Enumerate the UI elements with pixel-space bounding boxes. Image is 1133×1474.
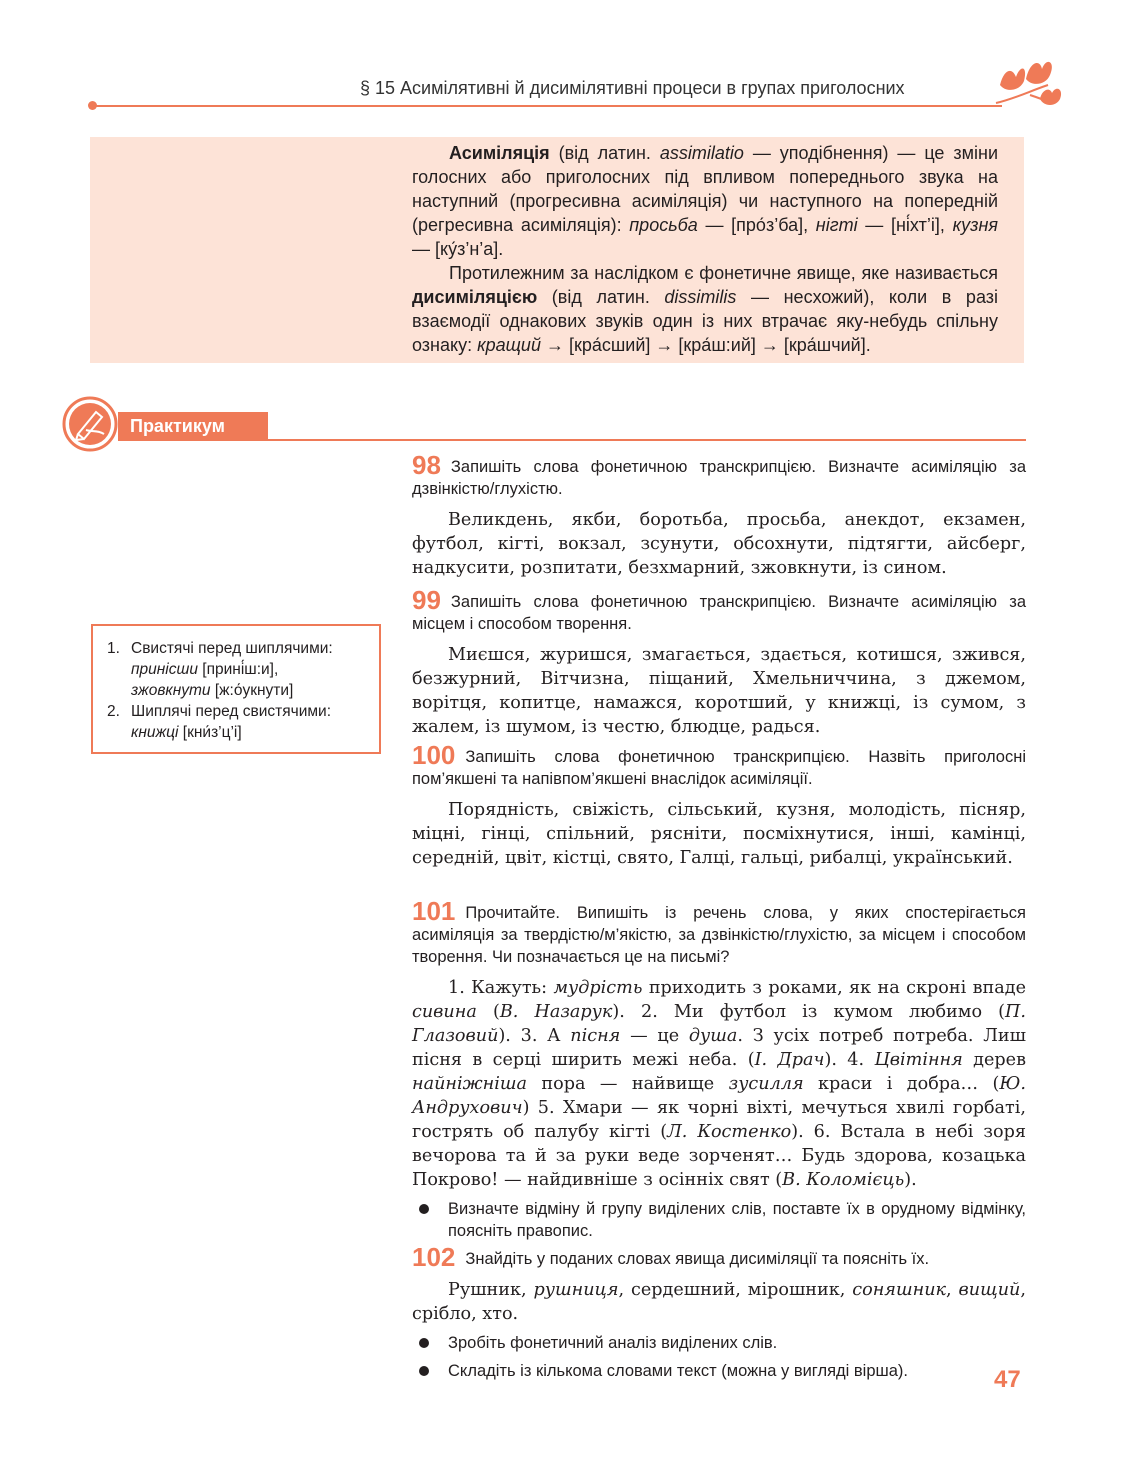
exercise-task: Знайдіть у поданих словах явища дисиміляції та поясніть їх. [465, 1250, 930, 1268]
praktykum-rule [118, 439, 1026, 441]
exercise-102 [412, 1242, 1026, 1382]
exercise-101 [412, 896, 1026, 1242]
bullet-dot-icon [419, 1338, 429, 1348]
exercise-number: 102 [412, 1242, 456, 1272]
running-header-title: § 15 Асимілятивні й дисимілятивні процеси в групах приголосних [360, 78, 905, 98]
exercise-number: 100 [412, 740, 456, 770]
praktykum-tab: Практикум [118, 412, 268, 440]
exercise-number: 99 [412, 585, 441, 615]
page-number: 47 [994, 1366, 1021, 1393]
bullet-item: Складіть із кількома словами текст (можна у вигляді вірша). [412, 1360, 1026, 1382]
exercise-100 [412, 740, 1026, 870]
exercise-task: Запишіть слова фонетичною транскрипцією. Назвіть приголосні пом’якшені та напівпом’якшені внаслідок асиміляції. [412, 748, 1026, 788]
exercise-body: Великдень, якби, боротьба, просьба, анекдот, екзамен, футбол, кігті, вокзал, зсунути, обсохнути, підтягти, айсберг, надкусити, розпитати, безхмарний, зжовкнути, із сином. [412, 510, 1026, 578]
term-dissimilation: дисиміляцією [412, 287, 538, 307]
definition-paragraph-dissimilation: Протилежним за наслідком є фонетичне явище, яке називається дисиміляцією (від латин. dissimilis — несхожий), коли в разі взаємодії однакових звуків один із них втрачає яку-небудь спільну ознаку: кращий → [кра́сший] → [кра́ш:ий] → [кра́шчий]. [412, 263, 999, 355]
exercise-body: Миєшся, журишся, змагається, здається, котишся, зжився, безжурний, Вітчизна, піщаний, Хмельниччина, з джемом, ворітця, копитце, намажся, коротший, у книжці, із сумом, з жалем, із шумом, із честю, блюдце, радься. [412, 645, 1026, 737]
bullet-item: Зробіть фонетичний аналіз виділених слів. [412, 1332, 1026, 1354]
flower-ornament-icon [990, 55, 1070, 115]
exercise-body: 1. Кажуть: мудрість приходить з роками, як на скроні впаде сивина (В. Назарук). 2. Ми футбол із кумом любимо (П. Глазовий). 3. А пісня — це душа. З усіх потреб потреба. Лиш пісня в серці ширить межі неба. (І. Драч). 4. Цвітіння дерев найніжніша пора — найвище зусилля краси і добра… (Ю. Андрухович) 5. Хмари — як чорні віхті, мечуться хвилі горбаті, гострять об палубу кігті (Л. Костенко). 6. Встала в небі зоря вечорова та й за руки веде зорченят… Будь здорова, козацька Покрово! — найдивніше з осінніх свят (В. Коломієць). [412, 978, 1026, 1190]
bullet-item: Визначте відміну й групу виділених слів, поставте їх в орудному відмінку, поясніть правопис. [412, 1198, 1026, 1242]
term-assimilation: Асиміляція [449, 143, 550, 163]
header-rule [92, 105, 1002, 107]
exercise-99 [412, 585, 1026, 739]
exercise-body: Порядність, свіжість, сільський, кузня, молодість, пісняр, міцні, гінці, спільний, рясніти, посміхнутися, інші, камінці, середній, цвіт, кістці, свято, Галці, гальці, рибалці, український. [412, 800, 1026, 868]
pencil-hand-icon [62, 396, 118, 452]
exercise-task: Запишіть слова фонетичною транскрипцією. Визначте асиміляцію за дзвінкістю/глухістю. [412, 458, 1026, 498]
exercise-98 [412, 450, 1026, 580]
side-note-box [91, 624, 381, 754]
exercise-body: Рушник, рушниця, сердешний, мірошник, соняшник, вищий, срібло, хто. [412, 1280, 1026, 1324]
definition-paragraph-assimilation: Асиміляція (від латин. assimilatio — уподібнення) — це зміни голосних або приголосних під впливом попереднього звука на наступний (прогресивна асиміляція) чи наступного на попередній (регресивна асиміляція): просьба — [про́з’ба], нігті — [ні́хт’і], кузня — [ку́з’н’а]. [412, 143, 998, 259]
exercise-number: 98 [412, 450, 441, 480]
definition-text [412, 141, 998, 357]
exercise-number: 101 [412, 896, 456, 926]
bullet-dot-icon [419, 1204, 429, 1214]
bullet-dot-icon [419, 1366, 429, 1376]
exercise-task: Запишіть слова фонетичною транскрипцією. Визначте асиміляцію за місцем і способом творення. [412, 593, 1026, 633]
side-note-item-1: 1. Свистячі перед шиплячими: принісши [прині́ш:и], зжовкнути [ж:о́укнути] [107, 640, 333, 699]
exercise-task: Прочитайте. Випишіть із речень слова, у яких спостерігається асиміляція за твердістю/м’якістю, за дзвінкістю/глухістю, за місцем і способом творення. Чи позначається це на письмі? [412, 904, 1026, 966]
side-note-item-2: 2. Шиплячі перед свистячими: книжці [кни́з’ц’і] [107, 703, 332, 741]
